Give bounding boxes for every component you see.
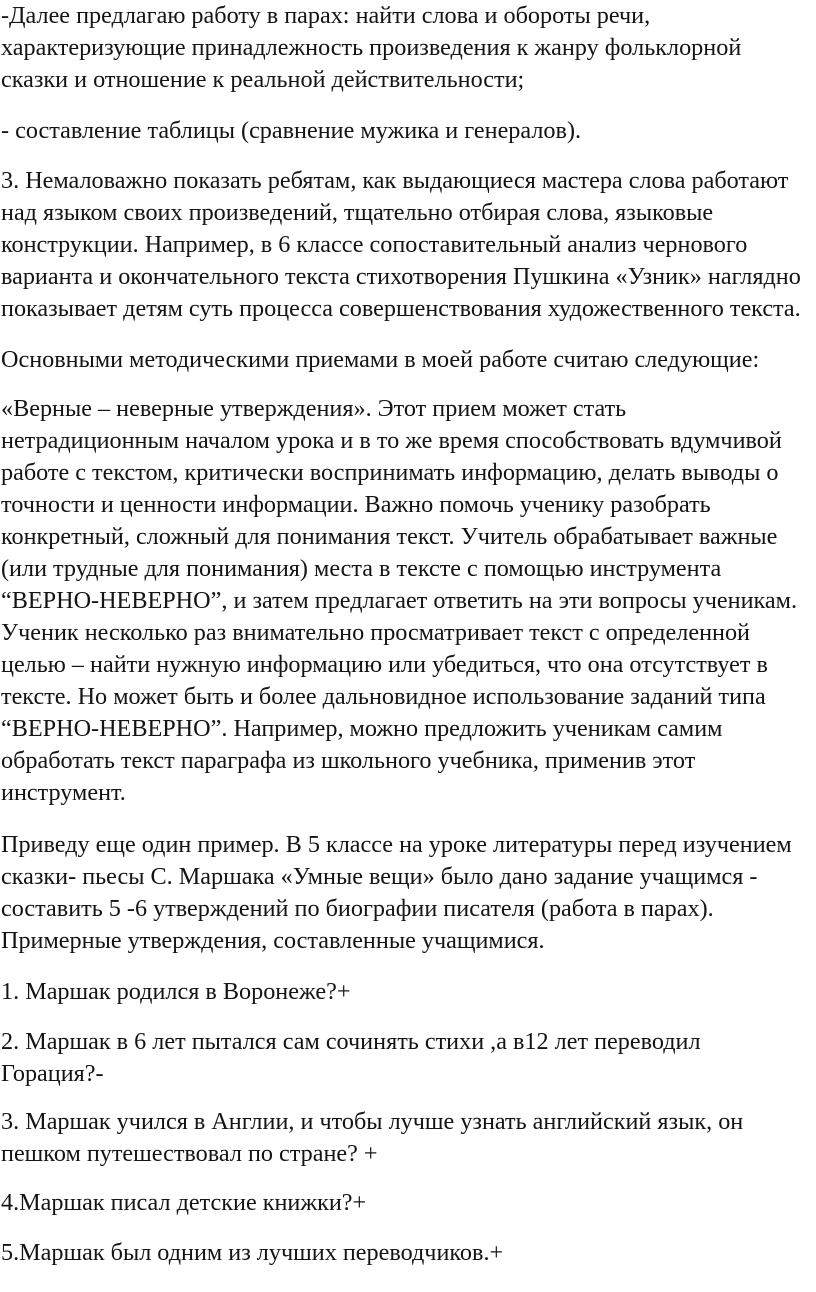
text-line: конструкции. Например, в 6 классе сопоставительный анализ чернового bbox=[1, 231, 748, 258]
text-line: показывает детям суть процесса совершенствования художественного текста. bbox=[1, 295, 801, 322]
text-line: 4.Маршак писал детские книжки?+ bbox=[1, 1189, 367, 1216]
text-line: “ВЕРНО-НЕВЕРНО”, и затем предлагает ответить на эти вопросы ученикам. bbox=[1, 587, 798, 614]
text-line: сказки- пьесы С. Маршака «Умные вещи» было дано задание учащимся - bbox=[1, 863, 758, 890]
text-line: 3. Маршак учился в Англии, и чтобы лучше узнать английский язык, он bbox=[1, 1108, 744, 1135]
statement-item-4 bbox=[1, 1187, 816, 1219]
text-line: над языком своих произведений, тщательно отбирая слова, языковые bbox=[1, 199, 714, 226]
statement-item-5 bbox=[1, 1237, 816, 1269]
text-line: пешком путешествовал по стране? + bbox=[1, 1140, 378, 1167]
text-line: конкретный, сложный для понимания текст. Учитель обрабатывает важные bbox=[1, 523, 778, 550]
text-line: “ВЕРНО-НЕВЕРНО”. Например, можно предложить ученикам самим bbox=[1, 715, 723, 742]
text-line: Примерные утверждения, составленные учащимися. bbox=[1, 927, 545, 954]
text-line: точности и ценности информации. Важно помочь ученику разобрать bbox=[1, 491, 711, 518]
text-line: нетрадиционным началом урока и в то же время способствовать вдумчивой bbox=[1, 427, 782, 454]
text-line: тексте. Но может быть и более дальновидное использование заданий типа bbox=[1, 683, 766, 710]
text-line: 1. Маршак родился в Воронеже?+ bbox=[1, 978, 351, 1005]
text-line: (или трудные для понимания) места в тексте с помощью инструмента bbox=[1, 555, 722, 582]
text-line: Горация?- bbox=[1, 1060, 104, 1087]
paragraph-true-false bbox=[1, 393, 816, 809]
paragraph-example bbox=[1, 829, 816, 957]
statement-item-3 bbox=[1, 1106, 816, 1170]
statement-item-2 bbox=[1, 1026, 816, 1090]
text-line: обработать текст параграфа из школьного учебника, применив этот bbox=[1, 747, 696, 774]
text-line: «Верные – неверные утверждения». Этот прием может стать bbox=[1, 395, 627, 422]
text-line: 3. Немаловажно показать ребятам, как выдающиеся мастера слова работают bbox=[1, 167, 789, 194]
text-line: 2. Маршак в 6 лет пытался сам сочинять стихи ,а в12 лет переводил bbox=[1, 1028, 701, 1055]
text-line: сказки и отношение к реальной действительности; bbox=[1, 66, 525, 93]
paragraph-masters-of-word bbox=[1, 165, 816, 325]
text-line: варианта и окончательного текста стихотворения Пушкина «Узник» наглядно bbox=[1, 263, 801, 290]
text-line: работе с текстом, критически воспринимать информацию, делать выводы о bbox=[1, 459, 779, 486]
text-line: инструмент. bbox=[1, 779, 126, 806]
text-line: составить 5 -6 утверждений по биографии писателя (работа в парах). bbox=[1, 895, 714, 922]
text-line: Основными методическими приемами в моей работе считаю следующие: bbox=[1, 346, 760, 373]
text-line: характеризующие принадлежность произведения к жанру фольклорной bbox=[1, 34, 742, 61]
paragraph-methods-intro bbox=[1, 344, 816, 376]
text-line: Приведу еще один пример. В 5 классе на уроке литературы перед изучением bbox=[1, 831, 792, 858]
paragraph-pair-work bbox=[1, 0, 816, 96]
text-line: целью – найти нужную информацию или убедиться, что она отсутствует в bbox=[1, 651, 768, 678]
text-line: Ученик несколько раз внимательно просматривает текст с определенной bbox=[1, 619, 750, 646]
text-line: - составление таблицы (сравнение мужика и генералов). bbox=[1, 117, 582, 144]
paragraph-table bbox=[1, 115, 816, 147]
text-line: -Далее предлагаю работу в парах: найти слова и обороты речи, bbox=[1, 2, 651, 29]
statement-item-1 bbox=[1, 976, 816, 1008]
text-line: 5.Маршак был одним из лучших переводчиков.+ bbox=[1, 1239, 504, 1266]
